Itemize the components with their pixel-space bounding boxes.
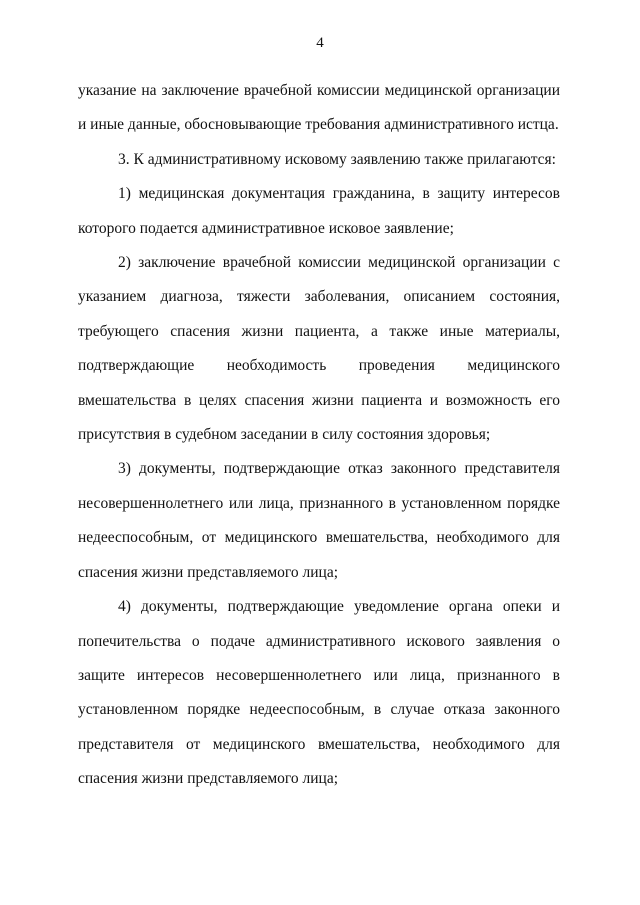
paragraph-continuation: указание на заключение врачебной комиссии медицинской организации и иные данные, обосновывающие требования административного истца. (78, 82, 560, 134)
document-body (78, 74, 560, 797)
paragraph-subitem-3: 3) документы, подтверждающие отказ законного представителя несовершеннолетнего или лица, признанного в установленном порядке недееспособным, от медицинского вмешательства, необходимого для спасения жизни представляемого лица; (78, 460, 560, 581)
paragraph-subitem-4: 4) документы, подтверждающие уведомление органа опеки и попечительства о подаче административного искового заявления о защите интересов несовершеннолетнего или лица, признанного в установленном порядке недееспособным, в случае отказа законного представителя от медицинского вмешательства, необходимого для спасения жизни представляемого лица; (78, 598, 560, 788)
paragraph-subitem-2: 2) заключение врачебной комиссии медицинской организации с указанием диагноза, тяжести заболевания, описанием состояния, требующего спасения жизни пациента, а также иные материалы, подтверждающие необходимость проведения медицинского вмешательства в целях спасения жизни пациента и возможность его присутствия в судебном заседании в силу состояния здоровья; (78, 254, 560, 444)
paragraph-subitem-1: 1) медицинская документация гражданина, в защиту интересов которого подается административное исковое заявление; (78, 185, 560, 237)
page-number: 4 (316, 35, 324, 51)
paragraph-item-3: 3. К административному исковому заявлению также прилагаются: (118, 150, 556, 168)
